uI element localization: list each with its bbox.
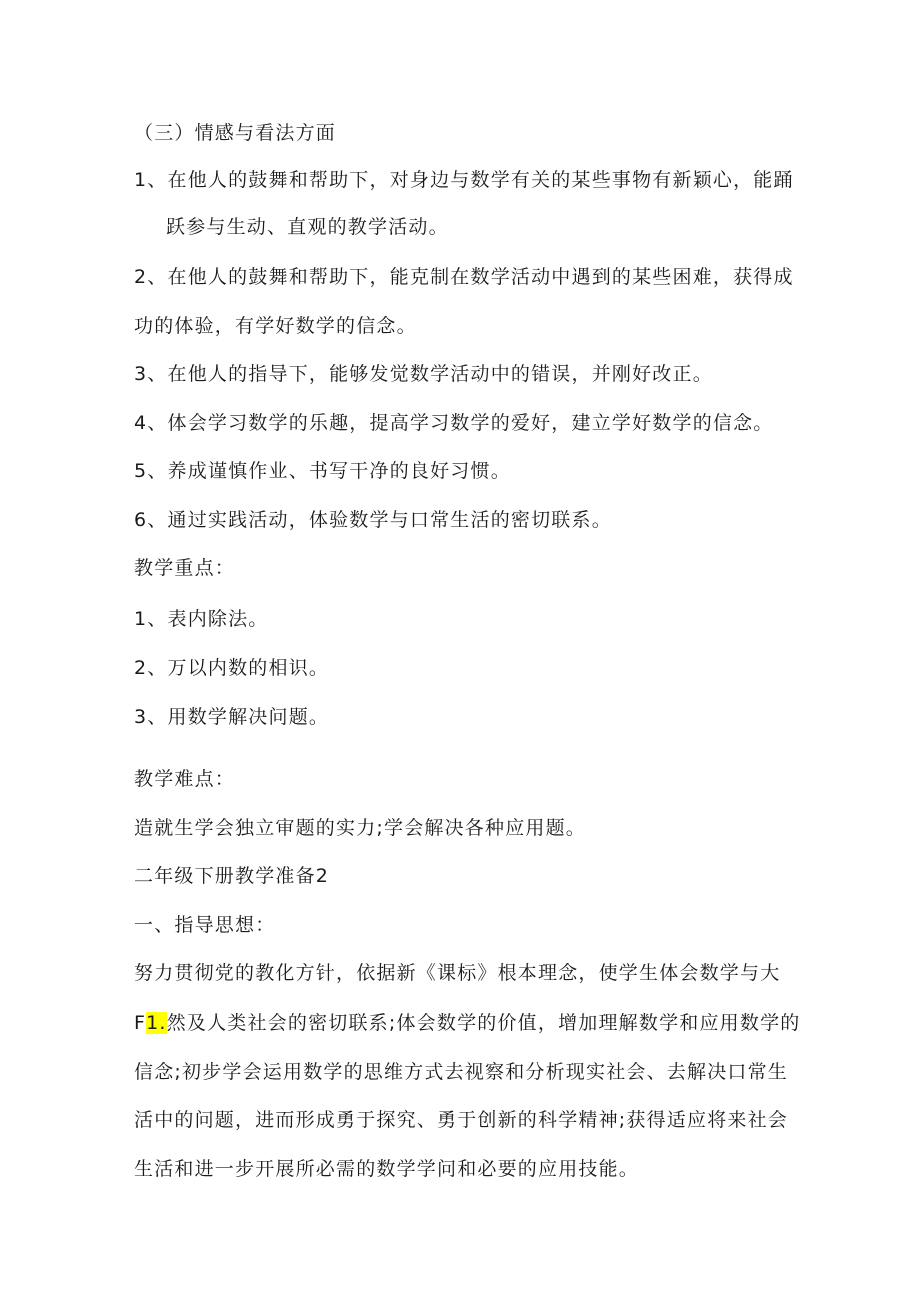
difficult-points-text: 造就生学会独立审题的实力;学会解决各种应用题。 — [134, 817, 587, 839]
list-item: 6、通过实践活动，体验数学与口常生活的密切联系。 — [134, 509, 612, 531]
list-item: 5、养成谨慎作业、书写干净的良好习惯。 — [134, 460, 511, 482]
text-fragment: F — [134, 1012, 147, 1034]
list-item-continued: 跃参与生动、直观的教学活动。 — [166, 216, 449, 238]
text-fragment: 然及人类社会的密切联系;体会数学的价值，增加理解数学和应用数学的 — [166, 1012, 801, 1034]
list-item: 2、万以内数的相识。 — [134, 657, 330, 679]
key-points-heading: 教学重点： — [134, 557, 236, 579]
paragraph-line — [134, 1011, 800, 1035]
list-item: 2、在他人的鼓舞和帮助下，能克制在数学活动中遇到的某些困难，获得成 — [134, 266, 794, 288]
section-subheading: 一、指导思想： — [134, 914, 276, 936]
paragraph-line: 活中的问题，进而形成勇于探究、勇于创新的科学精神;获得适应将来社会 — [134, 1109, 789, 1131]
list-item: 1、表内除法。 — [134, 608, 269, 630]
list-item: 1、在他人的鼓舞和帮助下，对身边与数学有关的某些事物有新颖心，能踊 — [134, 169, 794, 191]
list-item: 3、用数学解决问题。 — [134, 706, 330, 728]
section-title: 二年级下册教学准备2 — [134, 865, 330, 887]
section-heading: （三）情感与看法方面 — [134, 122, 337, 144]
paragraph-line: 信念;初步学会运用数学的思维方式去视察和分析现实社会、去解决口常生 — [134, 1061, 789, 1083]
list-item-continued: 功的体验，有学好数学的信念。 — [134, 315, 417, 337]
highlighted-text: 1. — [146, 1012, 167, 1034]
difficult-points-heading: 教学难点： — [134, 768, 236, 790]
paragraph-line: 生活和进一步开展所必需的数学学问和必要的应用技能。 — [134, 1158, 640, 1180]
list-item: 3、在他人的指导下，能够发觉数学活动中的错误，并刚好改正。 — [134, 363, 713, 385]
list-item: 4、体会学习数学的乐趣，提高学习数学的爱好，建立学好数学的信念。 — [134, 412, 774, 434]
paragraph-line: 努力贯彻党的教化方针，依据新《课标》根本理念，使学生体会数学与大 — [134, 962, 781, 984]
